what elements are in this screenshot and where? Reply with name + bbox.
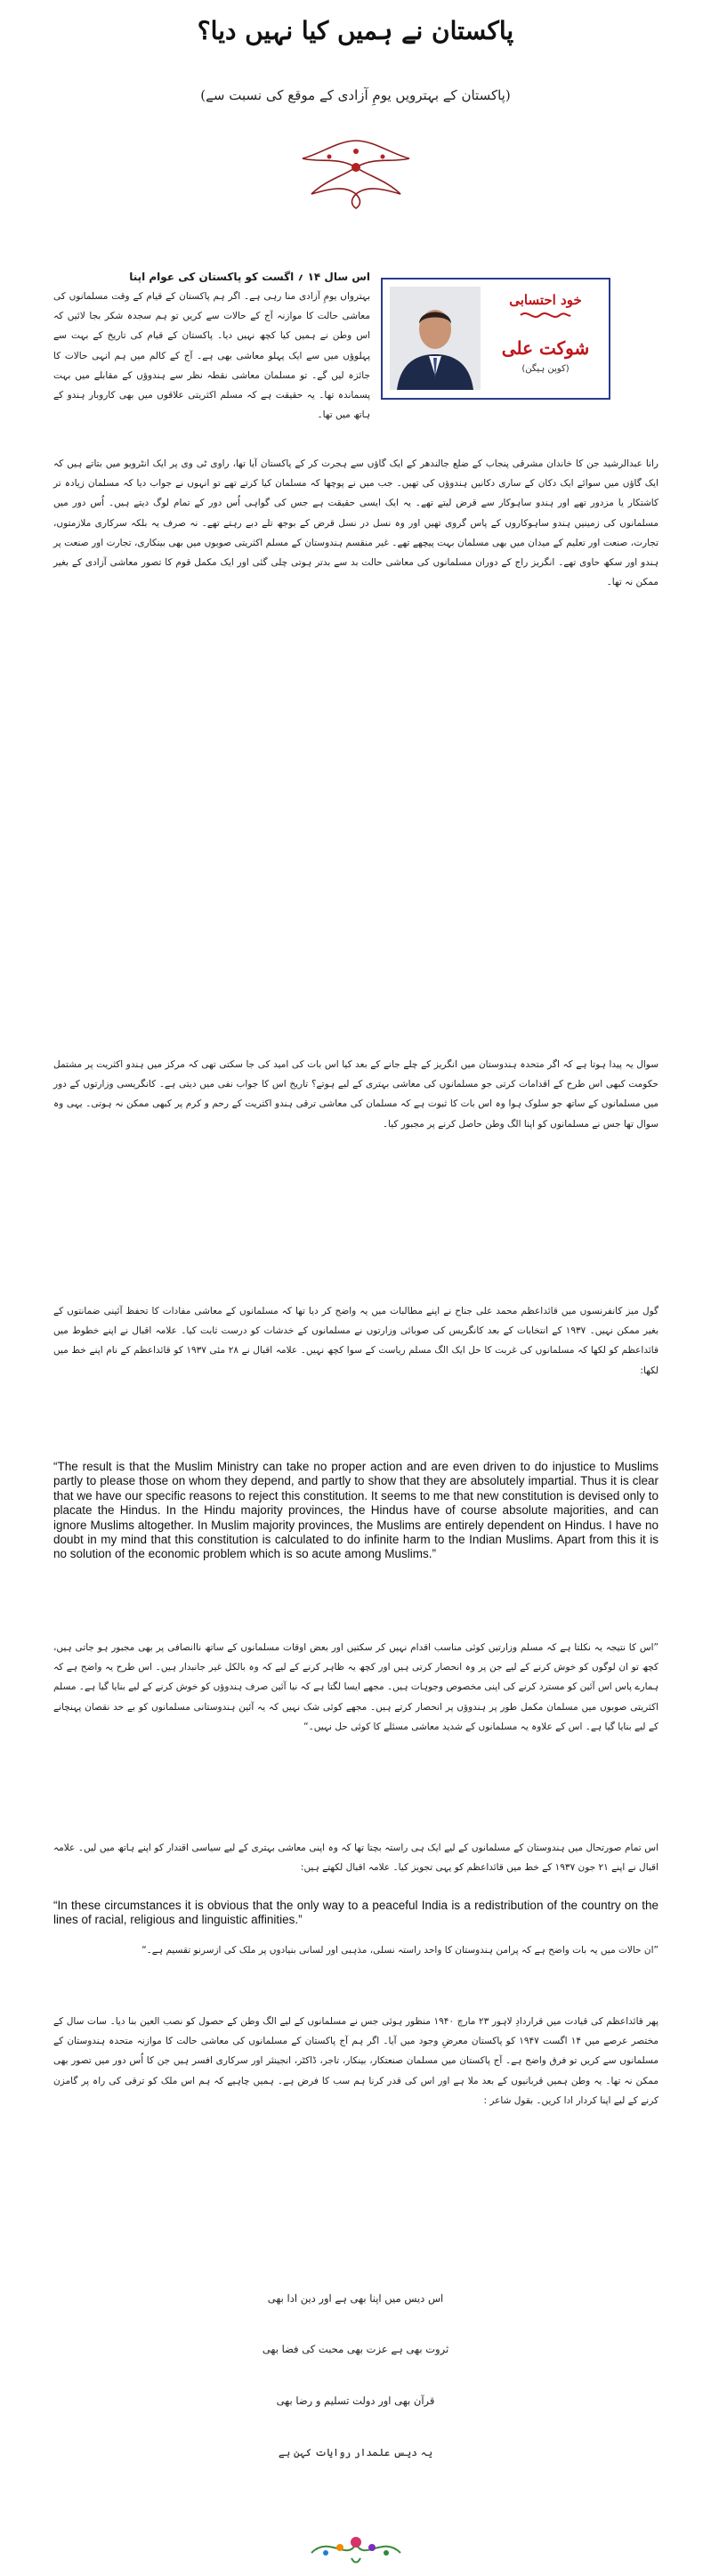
article-paragraph-8: پھر قائداعظم کی قیادت میں قراردادِ لاہور ۲۳ مارچ ۱۹۴۰ منظور ہوئی جس نے مسلمانوں کے لیے الگ وطن کے حصول کو نصب العین بنا دیا۔ سات سال کے مختصر عرصے میں ۱۴ اگست ۱۹۴۷ کو پاکستان معرضِ وجود میں آیا۔ اگر ہم آج پاکستان کے مسلمانوں کی معاشی حالت کا موازنہ متحدہ ہندوستان کے مسلمانوں سے کریں تو فرق واضح ہے۔ آج پاکستان میں مسلمان صنعتکار، بینکار، تاجر، ڈاکٹر، انجینئر اور سرکاری افسر ہیں جن کا اُس دور میں تصور بھی ممکن نہ تھا۔ یہ وطن ہمیں قربانیوں کے بعد ملا ہے اور اس کی قدر کرنا ہم سب کا فرض ہے۔ ہمیں چاہیے کہ ہم اس ملک کو ترقی کی راہ پر گامزن کرنے کے لیے اپنا کردار ادا کریں۔ بقول شاعر : bbox=[53, 2016, 659, 2106]
floral-footer-icon bbox=[303, 2526, 409, 2569]
iqbal-quote-1: “The result is that the Muslim Ministry can take no proper action and are even driven to do injustice to Muslims partly to please those on whom they depend, and partly to show that they are absolutely impartial. Thus it is clear that we have our specific reasons to reject this constitution. It seems to me that new constitution is devised only to placate the Hindus. In the Hindu majority provinces, the Hindus have of course absolute majorities, and can ignore Muslims altogether. In Muslim majority provinces, the Muslims are entirely dependent on Hindus. I have no doubt in my mind that this constitution is calculated to do infinite harm to the Indian Muslims. Apart from this it is no solution of the economic problem which is so acute among Muslims.” bbox=[53, 1460, 658, 1561]
article-paragraph-5: ”اس کا نتیجہ یہ نکلتا ہے کہ مسلم وزارتیں کوئی مناسب اقدام نہیں کر سکتیں اور بعض اوقات مسلمانوں کے ساتھ ناانصافی پر بھی مجبور ہو جاتی ہیں، کچھ تو ان لوگوں کو خوش کرنے کے لیے جن پر وہ انحصار کرتی ہیں اور کچھ یہ ظاہر کرنے کے لیے کہ وہ بالکل غیر جانبدار ہیں۔ اس طرح یہ واضح ہے کہ ہمارے پاس اس آئین کو مسترد کرنے کی اپنی مخصوص وجوہات ہیں۔ مجھے ایسا لگتا ہے کہ نیا آئین صرف ہندوؤں کو خوش کرنے کے لیے بنایا گیا ہے۔ مسلم اکثریتی صوبوں میں مسلمان مکمل طور پر ہندوؤں پر انحصار کرتے ہیں۔ مجھے کوئی شک نہیں کہ یہ آئین ہندوستانی مسلمانوں کو بے حد نقصان پہنچانے کے لیے بنایا گیا ہے۔ اس کے علاوہ یہ مسلمانوں کے شدید معاشی مسئلے کا کوئی حل نہیں۔“ bbox=[53, 1642, 658, 1732]
decorative-squiggle-icon bbox=[519, 309, 572, 321]
article-paragraph-7: ”ان حالات میں یہ بات واضح ہے کہ پرامن ہندوستان کا واحد راستہ نسلی، مذہبی اور لسانی بنیادوں پر ملک کی ازسرنو تقسیم ہے۔“ bbox=[141, 1945, 658, 1956]
article-paragraph-4: گول میز کانفرنسوں میں قائداعظم محمد علی جناح نے اپنے مطالبات میں یہ واضح کر دیا تھا کہ مسلمانوں کے معاشی مفادات کا تحفظ آئینی ضمانتوں کے بغیر ممکن نہیں۔ ۱۹۳۷ کے انتخابات کے بعد کانگریس کی صوبائی وزارتوں نے مسلمانوں کے خدشات کو درست ثابت کیا۔ علامہ اقبال نے اپنے خطوط میں قائداعظم کو لکھا کہ مسلمانوں کی غربت کا حل ایک الگ مسلم ریاست کے سوا کچھ نہیں۔ علامہ اقبال نے ۲۸ مئی ۱۹۳۷ کو قائداعظم کے نام اپنے خط میں لکھا: bbox=[53, 1306, 658, 1376]
article-paragraph-3: سوال یہ پیدا ہوتا ہے کہ اگر متحدہ ہندوستان میں انگریز کے چلے جانے کے بعد کیا اس بات کی امید کی جا سکتی تھی کہ مرکز میں ہندو اکثریت پر مشتمل حکومت کبھی اس طرح کے اقدامات کرتی جو مسلمانوں کی معاشی بہتری کے لیے ہوتے؟ تاریخ اس کا جواب نفی میں دیتی ہے۔ کانگریسی وزارتوں کے دور میں مسلمانوں کے ساتھ جو سلوک ہوا وہ اس بات کا ثبوت ہے کہ مسلمان کی معاشی ترقی ہندو اکثریت کے رحم و کرم پر کبھی ممکن نہ ہوتی۔ یہی وہ سوال تھا جس نے مسلمانوں کو اپنا الگ وطن حاصل کرنے پر مجبور کیا۔ bbox=[53, 1059, 658, 1130]
article-title: پاکستان نے ہمیں کیا نہیں دیا؟ bbox=[197, 16, 514, 45]
iqbal-quote-2: “In these circumstances it is obvious that the only way to a peaceful India is a redistribution of the country on the lines of racial, religious and linguistic affinities.” bbox=[53, 1899, 658, 1927]
author-location: (کوپن ہیگن) bbox=[521, 364, 570, 374]
article-paragraph-6: اس تمام صورتحال میں ہندوستان کے مسلمانوں کے لیے ایک ہی راستہ بچتا تھا کہ وہ اپنی معاشی بہتری کے لیے سیاسی اقتدار کو اپنے ہاتھ میں لیں۔ علامہ اقبال نے اپنے ۲۱ جون ۱۹۳۷ کے خط میں قائداعظم کو یہی تجویز کیا۔ علامہ اقبال لکھتے ہیں: bbox=[53, 1843, 658, 1874]
author-photo bbox=[390, 287, 481, 390]
author-name-block bbox=[489, 287, 602, 390]
flourish-ornament-icon bbox=[294, 132, 418, 212]
column-title: خود احتسابی bbox=[509, 292, 582, 308]
poem-line-4: یہ دیس علمدار روایات کہن ہے bbox=[278, 2446, 433, 2459]
author-box bbox=[381, 278, 610, 400]
poem-line-2: ثروت بھی ہے عزت بھی محبت کی فضا بھی bbox=[262, 2343, 449, 2355]
article-lead: اس سال ۱۴ ؍ اگست کو پاکستان کی عوام اپنا bbox=[129, 271, 370, 283]
article-subtitle: (پاکستان کے بہترویں یومِ آزادی کے موقع کی نسبت سے) bbox=[200, 87, 511, 103]
article-paragraph-1: بہترواں یومِ آزادی منا رہی ہے۔ اگر ہم پاکستان کے قیام کے وقت مسلمانوں کی معاشی حالت کا موازنہ آج کے حالات سے کریں تو ہم سجدہ شکر بجا لائیں کہ اس وطن نے ہمیں کیا کچھ نہیں دیا۔ پاکستان کے قیام کی تاریخ کے بہت سے پہلوؤں میں سے ایک پہلو معاشی بھی ہے۔ آج کے کالم میں ہم انہی حالات کا جائزہ لیں گے۔ تو مسلمان معاشی نقطہ نظر سے ہندوؤں کے مقابلے میں بہت پسماندہ تھا۔ یہ حقیقت ہے کہ مسلم اکثریتی علاقوں میں بھی کاروبار ہندو کے ہاتھ میں تھا۔ bbox=[53, 291, 370, 421]
author-portrait-icon bbox=[390, 287, 481, 390]
poem-line-3: قرآن بھی اور دولت تسلیم و رضا بھی bbox=[276, 2394, 435, 2407]
author-name: شوکت علی bbox=[501, 337, 590, 359]
poem-line-1: اس دیس میں اپنا بھی ہے اور دین ادا بھی bbox=[267, 2292, 444, 2305]
article-paragraph-2: رانا عبدالرشید جن کا خاندان مشرقی پنجاب کے ضلع جالندھر کے ایک گاؤں سے ہجرت کر کے پاکستان آیا تھا، راوی ٹی وی پر ایک انٹرویو میں بتاتے ہیں کہ ایک گاؤں میں سوائے ایک دکان کے ساری دکانیں ہندوؤں کی تھیں۔ جب میں نے پوچھا کہ مسلمان کیا کرتے تھے تو انہوں نے جواب دیا کہ مسلمان زیادہ تر کاشتکار یا مزدور تھے اور ہندو ساہوکار سے قرض لیتے تھے۔ یہ ایک ایسی حقیقت ہے جس کی گواہی اُس دور کے تمام لوگ دیتے ہیں۔ اُس دور میں مسلمانوں کی زمینیں ہندو ساہوکاروں کے پاس گروی تھیں اور وہ نسل در نسل قرض کے بوجھ تلے دبے رہتے تھے۔ نہ صرف یہ بلکہ سرکاری ملازمتوں، تجارت، صنعت اور تعلیم کے میدان میں بھی مسلمان بہت پیچھے تھے۔ غیر منقسم ہندوستان کے مسلم اکثریتی صوبوں میں بھی بینکاری، تجارت اور صنعت پر ہندو اور سکھ حاوی تھے۔ انگریز راج کے دوران مسلمانوں کی معاشی حالت بد سے بدتر ہوتی چلی گئی اور ایک مکمل قوم کا تصور معاشی آزادی کے بغیر ممکن نہ تھا۔ bbox=[53, 458, 658, 588]
